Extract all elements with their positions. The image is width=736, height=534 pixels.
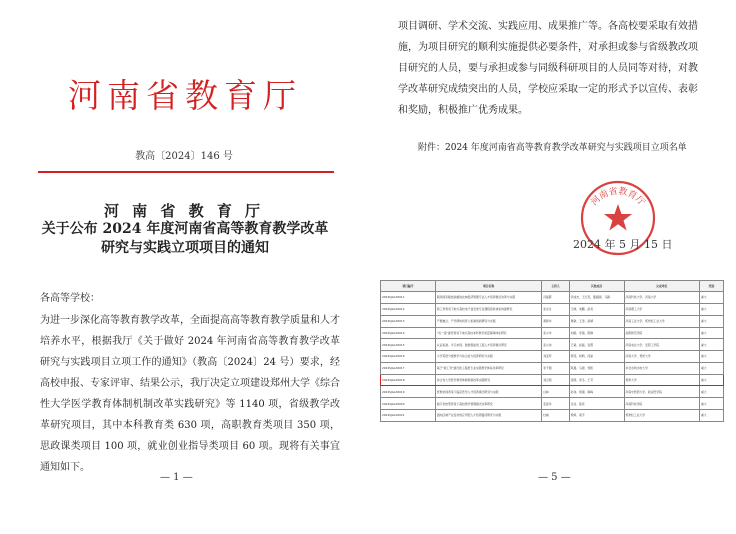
table-cell: 刘章锁 — [542, 374, 569, 386]
table-cell: 重大 — [699, 362, 723, 374]
table-row — [381, 362, 724, 374]
table-cell: 2024SJGLX0017 — [381, 362, 436, 374]
table-cell: 认证标准、多元协同、数智赋能的工程人才培养模式研究 — [435, 339, 541, 351]
col-header-category: 类别 — [699, 281, 723, 292]
table-cell: 杜威 — [542, 410, 569, 422]
red-header-title: 河南省教育厅 — [68, 76, 302, 115]
table-cell: 李成杰、王红英、董振刚、马越 — [569, 292, 624, 304]
table-cell: 重大 — [699, 351, 723, 363]
table-cell: 冯振霞 — [542, 292, 569, 304]
issuer-name: 河 南 省 教 育 厅 — [103, 202, 265, 220]
table-row — [381, 398, 724, 410]
table-cell: 重大 — [699, 386, 723, 398]
table-cell: 重大 — [699, 315, 723, 327]
table-cell: 重大 — [699, 410, 723, 422]
document-number: 教高〔2024〕146 号 — [135, 151, 233, 162]
table-cell: 2024SJGLX0011 — [381, 292, 436, 304]
table-cell: 郑州大学 — [624, 374, 699, 386]
table-cell: 河南科技大学、河南大学 — [624, 292, 699, 304]
table-row — [381, 339, 724, 351]
table-cell: 白林 — [542, 386, 569, 398]
table-cell: 王晓、刘鹏、赵亮 — [569, 303, 624, 315]
table-header-row — [381, 281, 724, 292]
right-page — [368, 0, 736, 534]
table-cell: 2024SJGLX0019 — [381, 386, 436, 398]
table-cell: 华北水利水电大学 — [624, 362, 699, 374]
table-cell: 产教融合、产学研协同育人机制创新研究与实践 — [435, 315, 541, 327]
col-header-leader: 主持人 — [542, 281, 569, 292]
table-row — [381, 303, 724, 315]
seal-text: 河南省教育厅 — [589, 186, 647, 208]
notice-title-line2: 研究与实践立项项目的通知 — [101, 240, 269, 256]
table-cell: 重大 — [699, 398, 723, 410]
table-cell: 孙伟、周强、韩梅 — [569, 386, 624, 398]
table-cell: 张明、李冬、王芳 — [569, 374, 624, 386]
table-cell: 2024SJGLX0013 — [381, 315, 436, 327]
table-cell: 数字化转型背景下高校教学管理模式改革研究 — [435, 398, 541, 410]
table-cell: 新工科背景下地方高校电子信息类专业课程思政体系构建研究 — [435, 303, 541, 315]
table-cell: 河南中医药大学、新乡医学院 — [624, 386, 699, 398]
salutation: 各高等学校： — [40, 293, 100, 304]
table-row — [381, 351, 724, 363]
table-cell: 刘娟、李强、陈静 — [569, 327, 624, 339]
table-cell: 2024SJGLX0012 — [381, 303, 436, 315]
col-header-id: 项目编号 — [381, 281, 436, 292]
table-cell: 郑州轻工业大学 — [624, 410, 699, 422]
table-cell: 基于"新工科"建设的工程类专业实践教学体系改革研究 — [435, 362, 541, 374]
table-cell: 宋洁、程亮 — [569, 398, 624, 410]
table-cell: 陈晨、马骁、郑凯 — [569, 362, 624, 374]
table-cell: 综合性大学医学教育体制机制改革实践研究 — [435, 374, 541, 386]
table-row — [381, 374, 724, 386]
table-cell: 河南大学、郑州大学 — [624, 351, 699, 363]
table-cell: 重大 — [699, 303, 723, 315]
col-header-unit: 完成单位 — [624, 281, 699, 292]
continuation-body: 项目调研、学术交流、实践应用、成果推广等。各高校要采取有效措施，为项目研究的顺利实施提供必要条件，对承担或参与省级教改项目研究的人员，要与承担或参与同级科研项目的人员同等对待，对教学改革研究成绩突出的人员，学校应采取一定的形式予以宣传、表彰和奖励，积极推广优秀成果。 — [398, 21, 698, 116]
table-cell: 张小伟 — [542, 339, 569, 351]
table-row — [381, 292, 724, 304]
page-number: — 5 — — [538, 472, 571, 483]
table-cell: 王颖、赵磊、吴霞 — [569, 339, 624, 351]
table-cell: 郭涛、杨帆、何丽 — [569, 351, 624, 363]
table-cell: 洛阳师范学院 — [624, 327, 699, 339]
table-cell: 医教协同背景下临床医学人才培养模式研究与实践 — [435, 386, 541, 398]
page-number: — 1 — — [160, 472, 193, 483]
table-cell: 周敏、王涛、孙婧 — [569, 315, 624, 327]
table-cell: 张小华 — [542, 327, 569, 339]
issue-date: 2024 年 5 月 15 日 — [573, 238, 673, 251]
table-cell: 河南理工大学 — [624, 303, 699, 315]
table-cell: 2024SJGLX0020 — [381, 398, 436, 410]
table-cell: 李子刚 — [542, 362, 569, 374]
notice-body: 为进一步深化高等教育教学改革，全面提高高等教育教学质量和人才培养水平，根据我厅《关于做好 2024 年河南省高等教育教学改革研究与实践项目立项工作的通知》（教高〔2024〕24 号）要求，经高校申报、专家评审、结果公示，我厅决定立项建设郑州大学《综合性大学医学教育体制机制改革实践研究》等 1140 项，省级教学改革研究项目，其中本科教育类 630 项，高职教育类项目 350 项，思政课类项目 100 项，就业创业指导类项目 60 项。现将有关事宜通知如下。 — [40, 315, 340, 473]
red-separator-line — [38, 171, 334, 173]
table-cell: 2024SJGLX0016 — [381, 351, 436, 363]
table-cell: 大学英语分级教学与综合能力培养研究与实践 — [435, 351, 541, 363]
table-cell: 徐婷、梁宇 — [569, 410, 624, 422]
table-cell: 2024SJGLX0021 — [381, 410, 436, 422]
col-header-name: 项目名称 — [435, 281, 541, 292]
attachment-note: 附件：2024 年度河南省高等教育教学改革研究与实践项目立项名单 — [418, 143, 687, 153]
table-cell: "双一流"建设背景下地方高校本科教学质量保障体系研究 — [435, 327, 541, 339]
table-row — [381, 315, 724, 327]
table-cell: 重大 — [699, 339, 723, 351]
notice-title-line1: 关于公布 2024 年度河南省高等教育教学改革 — [41, 221, 329, 237]
table-cell: 河南工业大学、郑州轻工业大学 — [624, 315, 699, 327]
project-list-table — [380, 280, 724, 422]
table-cell: 2024SJGLX0018 — [381, 374, 436, 386]
table-cell: 刘亚军 — [542, 351, 569, 363]
col-header-members: 其他成员 — [569, 281, 624, 292]
table-row — [381, 327, 724, 339]
table-cell: 2024SJGLX0014 — [381, 327, 436, 339]
table-cell: 河南科技学院 — [624, 398, 699, 410]
table-cell: 服务国家粮食战略的农林经济管理专业人才培养模式改革与实践 — [435, 292, 541, 304]
table-cell: 面向区域产业需求的应用型人才培养路径研究与实践 — [435, 410, 541, 422]
table-cell: 重大 — [699, 292, 723, 304]
table-cell: 张爱华 — [542, 398, 569, 410]
table-row — [381, 386, 724, 398]
table-row — [381, 410, 724, 422]
table-cell: 重大 — [699, 374, 723, 386]
table-cell: 2024SJGLX0015 — [381, 339, 436, 351]
table-cell: 张永生 — [542, 303, 569, 315]
table-cell: 重大 — [699, 327, 723, 339]
table-cell: 河南农业大学、安阳工学院 — [624, 339, 699, 351]
table-cell: 黄新华 — [542, 315, 569, 327]
